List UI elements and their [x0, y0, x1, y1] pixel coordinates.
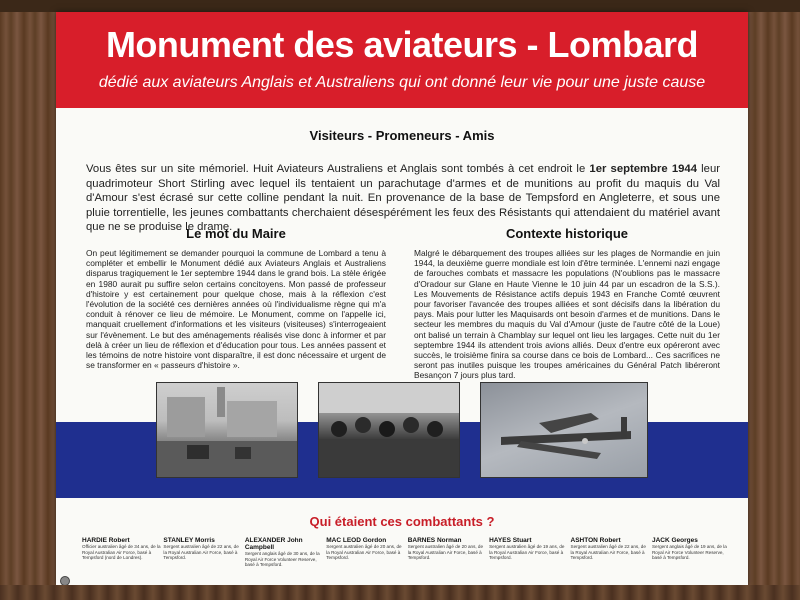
combattant-name: HARDIE Robert: [82, 537, 130, 544]
list-item: [82, 537, 162, 568]
combattant-description: Sergent australien âgé de 22 ans, de la Royal Australian Air Force, basé à Tempsford.: [570, 544, 646, 561]
intro-paragraph: [86, 162, 720, 235]
combattant-name: STANLEY Morris: [163, 537, 215, 544]
combattant-name: BARNES Norman: [407, 537, 462, 544]
red-header-band: [56, 12, 748, 108]
sign-title: Monument des aviateurs - Lombard: [105, 24, 699, 65]
list-item: [163, 537, 243, 568]
memorial-sign-panel: [56, 12, 748, 586]
combattant-description: Officier australien âgé de 34 ans, de la Royal Australian Air Force, basé à Tempsford (nord de Londres).: [82, 544, 161, 561]
combattant-name: MAC LEOD Gordon: [326, 537, 387, 544]
maire-paragraph: On peut légitimement se demander pourquoi la commune de Lombard a tenu à compléter et embellir le Monument dédié aux Aviateurs Anglais et Australiens disparus tragiquement le 1er septembre 1944 dans le grand bois. La stèle érigée en 1980 aurait pu suffire selon certains concitoyens. Mon passé de professeur d'histoire y est certainement pour quelque chose, mais à la réflexion c'est l'évolution de la société ces dernières années où l'individualisme règne qui m'a conduit à rénover ce lieu de mémoire. Le Monument, comme on l'appelle ici, manquait cruellement d'informations et les visiteurs (visiteuses) s'interrogeaient sur l'évènement. Le but des aménagements réalisés vise donc à informer et par delà à créer un lieu de réflexion et d'éducation pour tous. Les années passent et les témoins de notre histoire vont disparaître, il est donc nécessaire et urgent de se transformer en « passeurs d'histoire ».: [86, 248, 386, 371]
combattant-name: HAYES Stuart: [489, 537, 532, 544]
intro-date: 1er septembre 1944: [589, 163, 697, 175]
list-item: [408, 537, 488, 568]
sign-subtitle: dédié aux aviateurs Anglais et Australiens qui ont donné leur vie pour une juste cause: [98, 74, 706, 91]
village-street-photo: [156, 382, 298, 478]
combattant-description: Sergent australien âgé de 20 ans, de la Royal Australian Air Force, basé à Tempsford.: [326, 544, 402, 561]
intro-heading: Visiteurs - Promeneurs - Amis: [309, 128, 495, 143]
list-item: [652, 537, 732, 568]
combattant-description: Sergent anglais âgé de 30 ans, de la Royal Air Force Volunteer Reserve, basé à Tempsford.: [244, 551, 320, 568]
resistance-group-photo: [318, 382, 460, 478]
combattant-name: JACK Georges: [651, 537, 698, 544]
combattants-list: [82, 537, 732, 568]
list-item: [245, 537, 325, 568]
contexte-heading: Contexte historique: [505, 226, 629, 241]
intro-text-after: leur quadrimoteur Short Stirling avec lequel ils tentaient un parachutage d'armes et de munitions au profit du maquis du Val d'Amour s'est écrasé sur cette colline pendant la nuit. En provenance de la base de Tempsford en Angleterre, et sous une pluie torrentielle, les jeunes combattants cherchaient désespérément les feux des Résistants qui attendaient du matériel avant que ne se produise le drame.: [86, 163, 720, 233]
combattant-name: ALEXANDER John Campbell: [244, 537, 303, 551]
list-item: [489, 537, 569, 568]
combattant-name: ASHTON Robert: [570, 537, 621, 544]
wooden-frame-bottom: [0, 585, 800, 600]
combattant-description: Sergent australien âgé de 20 ans, de la Royal Australian Air Force, basé à Tempsford.: [407, 544, 484, 561]
list-item: [571, 537, 651, 568]
maire-heading: Le mot du Maire: [186, 226, 286, 241]
combattant-description: Sergent australien âgé de 22 ans, de la Royal Australian Air Force, basé à Tempsford.: [163, 544, 239, 561]
combattant-description: Sergent australien âgé de 19 ans, de la Royal Australian Air Force, basé à Tempsford.: [489, 544, 565, 561]
contexte-paragraph: Malgré le débarquement des troupes alliées sur les plages de Normandie en juin 1944, la deuxième guerre mondiale est loin d'être terminée. L'ennemi nazi engage de farouches combats et massacre les populations (N'oublions pas le massacre d'Oradour sur Glane en Haute Vienne le 10 juin 44 par un escadron de la S.S.). Les Mouvements de Résistance actifs depuis 1943 en Franche Comté œuvrent pour favoriser l'avancée des troupes alliées et sont décisifs dans la libération du pays. Mais pour lutter les Maquisards ont besoin d'armes et de munitions. Dans le secteur les membres du maquis du Val d'Amour (juste de l'autre côté de la Loue) ont balisé un terrain à Chamblay sur lequel ont lieu les largages. Cette nuit du 1er septembre 1944 ils attendent trois avions alliés. Deux d'entre eux opéreront avec succès, le troisième finira sa course dans ce bois de Lombard... Ces sacrifices ne seront pas inutiles puisque les troupes américaines du Général Patch libéreront Besançon 7 jours plus tard.: [414, 248, 720, 381]
intro-text-before: Vous êtes sur un site mémoriel. Huit Aviateurs Australiens et Anglais sont tombés à cet endroit le: [86, 163, 590, 175]
stirling-bomber-photo: [480, 382, 648, 478]
combattant-description: Sergent anglais âgé de 19 ans, de la Royal Air Force Volunteer Reserve, basé à Tempsford.: [651, 544, 727, 561]
wooden-frame-top: [0, 0, 800, 12]
combattants-heading: Qui étaient ces combattants ?: [309, 514, 495, 529]
list-item: [326, 537, 406, 568]
